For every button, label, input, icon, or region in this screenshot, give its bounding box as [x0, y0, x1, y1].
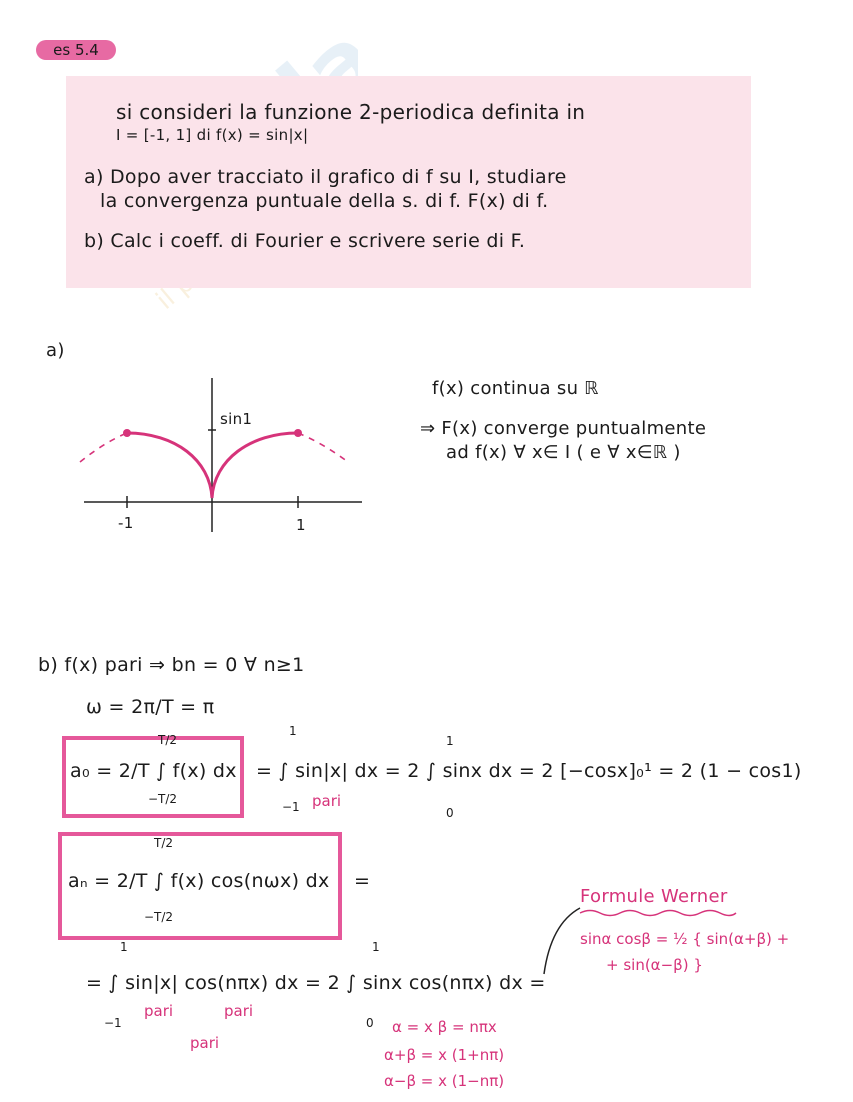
problem-a-line1: a) Dopo aver tracciato il grafico di f su I, studiare	[84, 166, 567, 188]
a0-formula: a₀ = 2/T ∫ f(x) dx	[70, 760, 237, 782]
werner-title: Formule Werner	[580, 886, 728, 907]
werner-line1: sinα cosβ = ½ { sin(α+β) +	[580, 930, 790, 948]
problem-line1: si consideri la funzione 2-periodica definita in	[116, 100, 586, 124]
an2-int1-bot: −1	[104, 1016, 122, 1030]
a0-int1-top: 1	[289, 724, 297, 738]
omega-def: ω = 2π/T = π	[86, 696, 215, 718]
an2-int2-bot: 0	[366, 1016, 374, 1030]
periodic-right	[298, 433, 348, 462]
note-converge: ⇒ F(x) converge puntualmente	[420, 418, 707, 439]
alpha-beta-def: α = x β = nπx	[392, 1018, 497, 1036]
a0-lim-bot: −T/2	[148, 792, 178, 806]
problem-a-line2: la convergenza puntuale della s. di f. F(x) di f.	[100, 190, 549, 212]
an-computation: = ∫ sin|x| cos(nπx) dx = 2 ∫ sinx cos(nπx) dx =	[86, 972, 546, 994]
werner-underline	[578, 908, 738, 918]
endpoint-left	[123, 429, 131, 437]
a0-int2-bot: 0	[446, 806, 454, 820]
werner-line2: + sin(α−β) }	[606, 956, 703, 974]
alpha-plus-beta: α+β = x (1+nπ)	[384, 1046, 505, 1064]
an2-int2-top: 1	[372, 940, 380, 954]
note-continuity: f(x) continua su ℝ	[432, 378, 599, 399]
exercise-tag: es 5.4	[36, 40, 116, 60]
endpoint-right	[294, 429, 302, 437]
an-lim-bot: −T/2	[144, 910, 174, 924]
an-equals: =	[354, 870, 371, 892]
an2-int1-top: 1	[120, 940, 128, 954]
pari-note-2: pari	[224, 1002, 254, 1020]
note-converge-2: ad f(x) ∀ x∈ I ( e ∀ x∈ℝ )	[446, 442, 681, 463]
a0-computation: = ∫ sin|x| dx = 2 ∫ sinx dx = 2 [−cosx]₀¹ = 2 (1 − cos1)	[256, 760, 802, 782]
a0-int2-top: 1	[446, 734, 454, 748]
tick-neg-label: -1	[118, 514, 134, 532]
a0-lim-top: T/2	[158, 733, 178, 747]
problem-line2: I = [-1, 1] di f(x) = sin|x|	[116, 126, 309, 144]
an-formula: aₙ = 2/T ∫ f(x) cos(nωx) dx	[68, 870, 330, 892]
pari-note-1: pari	[144, 1002, 174, 1020]
alpha-minus-beta: α−β = x (1−nπ)	[384, 1072, 505, 1090]
an-lim-top: T/2	[154, 836, 174, 850]
a0-int1-bot: −1	[282, 800, 300, 814]
tick-pos-label: 1	[296, 516, 306, 534]
graph-max-label: sin1	[220, 410, 253, 428]
pari-note-3: pari	[190, 1034, 220, 1052]
function-graph	[70, 370, 370, 540]
a0-pari-note: pari	[312, 792, 342, 810]
periodic-left	[80, 433, 127, 462]
part-a-label: a)	[46, 340, 65, 361]
problem-b-line: b) Calc i coeff. di Fourier e scrivere serie di F.	[84, 230, 526, 252]
part-b-even: b) f(x) pari ⇒ bn = 0 ∀ n≥1	[38, 654, 305, 676]
